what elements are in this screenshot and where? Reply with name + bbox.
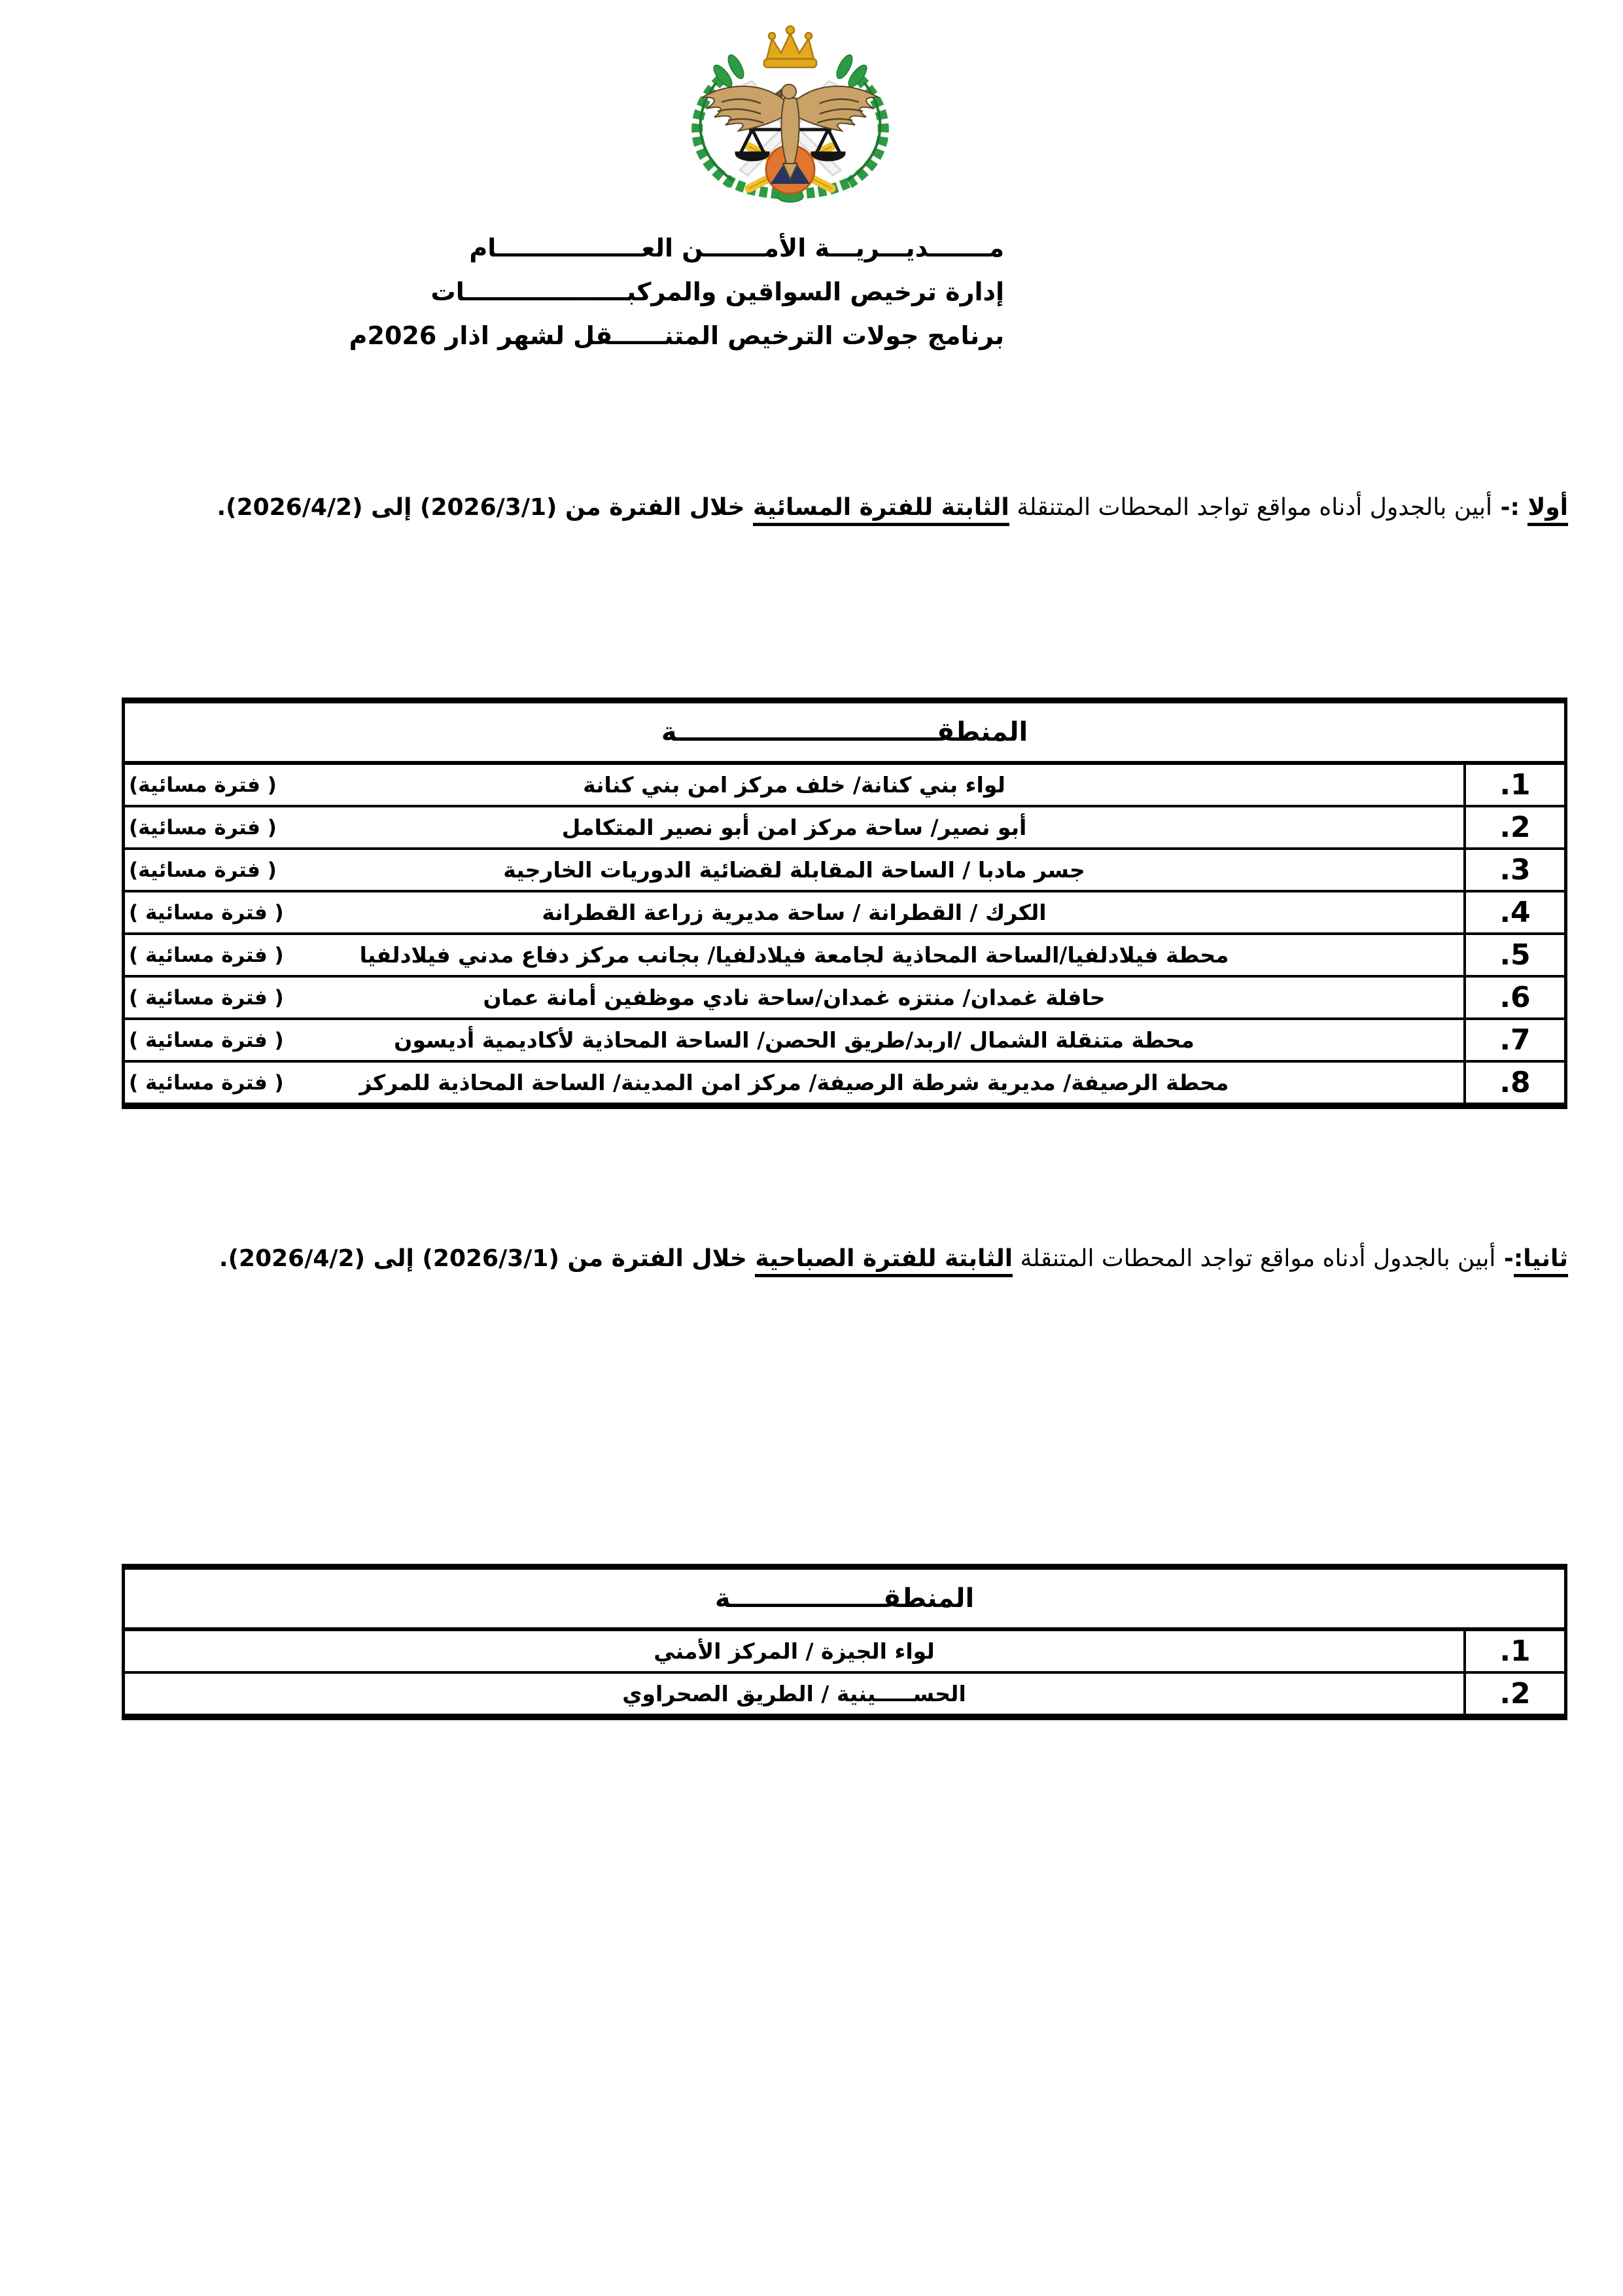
morning-intro-paragraph (90, 1241, 1568, 1277)
evening-intro-lead: أولا (1527, 494, 1568, 526)
row-location-text: الحســـــينية / الطريق الصحراوي (622, 1681, 966, 1706)
table-row (125, 975, 1564, 1017)
table-row (125, 765, 1564, 805)
morning-intro-tail: خلال الفترة من (2026/3/1) إلى (2026/4/2). (218, 1245, 756, 1272)
crown-icon (764, 26, 816, 67)
row-period-label: ( فترة مسائية) (129, 815, 277, 839)
row-location-text: محطة متنقلة الشمال /اربد/طريق الحصن/ الساحة المحاذية لأكاديمية أديسون (394, 1027, 1195, 1053)
row-location-cell (125, 1063, 1463, 1103)
row-location-text: لواء الجيزة / المركز الأمني (654, 1638, 935, 1664)
table-header-cell: المنطقـــــــــــــــــــــــــــــة (125, 703, 1564, 765)
morning-intro-highlight: الثابتة للفترة الصباحية (755, 1245, 1013, 1277)
evening-intro-tail: خلال الفترة من (2026/3/1) إلى (2026/4/2). (217, 494, 753, 521)
row-location-text: لواء بني كنانة/ خلف مركز امن بني كنانة (583, 772, 1005, 798)
table-row (125, 932, 1564, 975)
row-number-cell: 7. (1463, 1020, 1564, 1060)
table-row (125, 1060, 1564, 1103)
row-period-label: ( فترة مسائية) (129, 858, 277, 882)
public-security-emblem-logo (676, 18, 905, 208)
row-location-cell (125, 1674, 1463, 1714)
row-number-cell: 6. (1463, 978, 1564, 1017)
row-location-text: أبو نصير/ ساحة مركز امن أبو نصير المتكامل (561, 815, 1027, 840)
row-location-cell (125, 807, 1463, 847)
row-number-cell: 8. (1463, 1063, 1564, 1103)
row-location-cell (125, 1631, 1463, 1671)
morning-intro-lead: ثانيا: (1514, 1245, 1568, 1277)
org-header (349, 226, 1004, 358)
row-location-text: الكرك / القطرانة / ساحة مديرية زراعة القطرانة (542, 900, 1047, 925)
table-row (125, 1631, 1564, 1671)
row-number-cell: 1. (1463, 1631, 1564, 1671)
org-name-line1: مـــــــديـــريـــة الأمـــــــن العـــــــــــــــــام (469, 234, 1004, 262)
table-row (125, 805, 1564, 847)
morning-stations-table (122, 1564, 1567, 1720)
row-period-label: ( فترة مسائية) (129, 773, 277, 797)
row-number-cell: 4. (1463, 892, 1564, 932)
row-number-cell: 2. (1463, 1674, 1564, 1714)
row-period-label: ( فترة مسائية ) (129, 1028, 284, 1052)
table-row (125, 890, 1564, 932)
eagle-icon (702, 84, 879, 179)
row-period-label: ( فترة مسائية ) (129, 985, 284, 1010)
org-name-line2: إدارة ترخيص السواقين والمركبـــــــــــــــــــات (430, 277, 1004, 306)
row-number-cell: 1. (1463, 765, 1564, 805)
row-location-cell (125, 892, 1463, 932)
table-row (125, 1017, 1564, 1060)
row-location-text: محطة الرصيفة/ مديرية شرطة الرصيفة/ مركز امن المدينة/ الساحة المحاذية للمركز (359, 1070, 1229, 1095)
evening-intro-body: أبين بالجدول أدناه مواقع تواجد المحطات المتنقلة (1009, 494, 1493, 521)
org-name-line3: برنامج جولات الترخيص المتنــــــقل لشهر اذار 2026م (349, 321, 1004, 350)
table-row (125, 847, 1564, 890)
evening-intro-highlight: الثابتة للفترة المسائية (753, 494, 1009, 526)
table-header-cell: المنطقـــــــــــــــــة (125, 1570, 1564, 1631)
row-location-cell (125, 765, 1463, 805)
row-period-label: ( فترة مسائية ) (129, 943, 284, 967)
row-location-cell (125, 850, 1463, 890)
evening-intro-paragraph (90, 489, 1568, 526)
row-number-cell: 2. (1463, 807, 1564, 847)
evening-stations-table (122, 698, 1567, 1109)
row-number-cell: 3. (1463, 850, 1564, 890)
row-location-cell (125, 935, 1463, 975)
row-location-cell (125, 1020, 1463, 1060)
row-number-cell: 5. (1463, 935, 1564, 975)
row-location-text: محطة فيلادلفيا/الساحة المحاذية لجامعة فيلادلفيا/ بجانب مركز دفاع مدني فيلادلفيا (359, 942, 1229, 968)
emblem-svg (676, 18, 905, 208)
evening-intro-sep: :- (1492, 494, 1528, 521)
table-row (125, 1671, 1564, 1714)
row-period-label: ( فترة مسائية ) (129, 900, 284, 925)
row-location-text: حافلة غمدان/ منتزه غمدان/ساحة نادي موظفين أمانة عمان (483, 985, 1106, 1010)
row-location-cell (125, 978, 1463, 1017)
morning-intro-body: أبين بالجدول أدناه مواقع تواجد المحطات المتنقلة (1013, 1245, 1496, 1272)
row-period-label: ( فترة مسائية ) (129, 1070, 284, 1095)
row-location-text: جسر مادبا / الساحة المقابلة لقضائية الدوريات الخارجية (503, 857, 1085, 883)
morning-intro-sep: - (1495, 1245, 1514, 1272)
